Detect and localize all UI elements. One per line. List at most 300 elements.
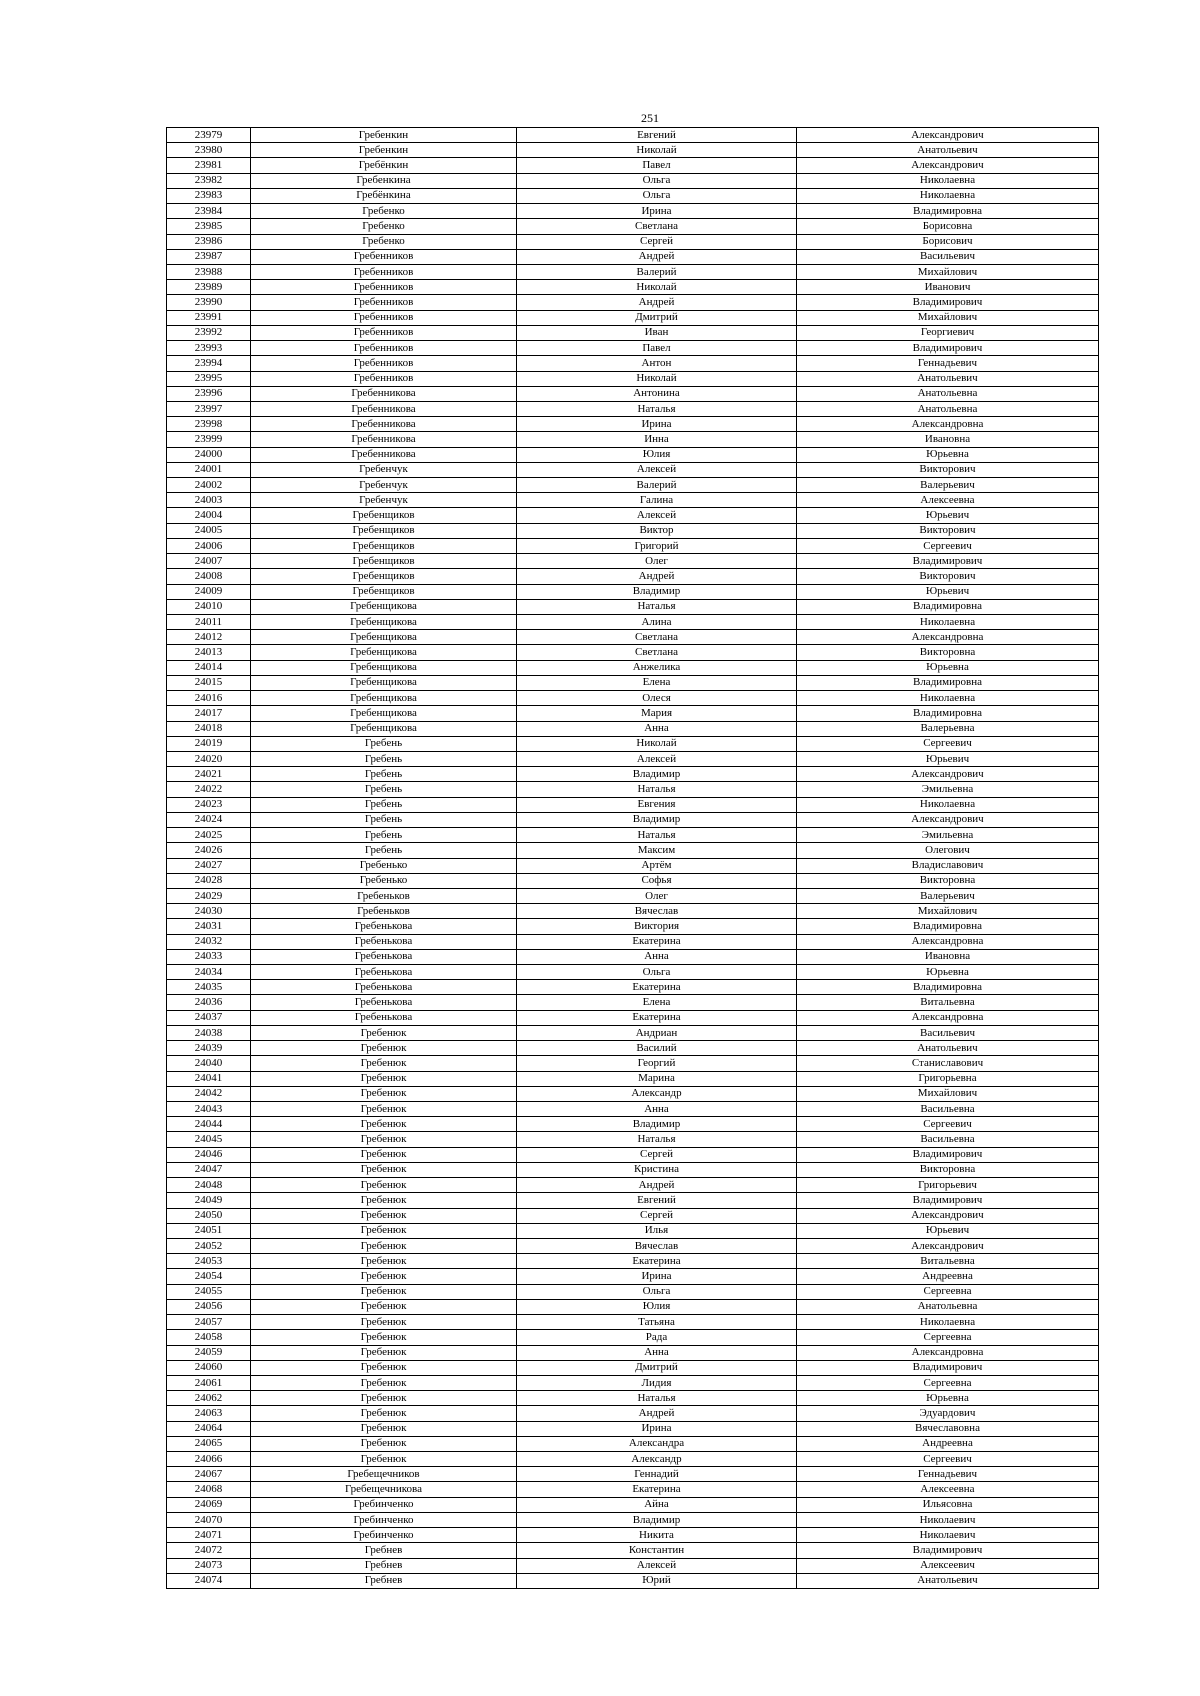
last-name-cell: Гребнев bbox=[251, 1543, 517, 1558]
last-name-cell: Гребенщикова bbox=[251, 691, 517, 706]
last-name-cell: Гребенчук bbox=[251, 462, 517, 477]
table-row bbox=[167, 1467, 1099, 1482]
patronymic-cell: Станиславович bbox=[797, 1056, 1099, 1071]
record-number-cell: 24005 bbox=[167, 523, 251, 538]
patronymic-cell: Александровна bbox=[797, 934, 1099, 949]
first-name-cell: Мария bbox=[517, 706, 797, 721]
patronymic-cell: Владимирович bbox=[797, 295, 1099, 310]
record-number-cell: 24035 bbox=[167, 980, 251, 995]
table-row bbox=[167, 721, 1099, 736]
table-row bbox=[167, 1238, 1099, 1253]
patronymic-cell: Сергеевна bbox=[797, 1375, 1099, 1390]
last-name-cell: Гребенюк bbox=[251, 1178, 517, 1193]
patronymic-cell: Валерьевна bbox=[797, 721, 1099, 736]
first-name-cell: Юрий bbox=[517, 1573, 797, 1588]
first-name-cell: Татьяна bbox=[517, 1315, 797, 1330]
patronymic-cell: Анатольевна bbox=[797, 386, 1099, 401]
patronymic-cell: Владимировна bbox=[797, 706, 1099, 721]
patronymic-cell: Анатольевич bbox=[797, 1573, 1099, 1588]
last-name-cell: Гребенько bbox=[251, 858, 517, 873]
last-name-cell: Гребенников bbox=[251, 371, 517, 386]
last-name-cell: Гребенщикова bbox=[251, 615, 517, 630]
last-name-cell: Гребнев bbox=[251, 1558, 517, 1573]
last-name-cell: Гребенюк bbox=[251, 1254, 517, 1269]
first-name-cell: Екатерина bbox=[517, 980, 797, 995]
first-name-cell: Лидия bbox=[517, 1375, 797, 1390]
record-number-cell: 24059 bbox=[167, 1345, 251, 1360]
first-name-cell: Вячеслав bbox=[517, 1238, 797, 1253]
first-name-cell: Ирина bbox=[517, 204, 797, 219]
table-row bbox=[167, 188, 1099, 203]
patronymic-cell: Юрьевич bbox=[797, 584, 1099, 599]
first-name-cell: Григорий bbox=[517, 538, 797, 553]
record-number-cell: 24007 bbox=[167, 554, 251, 569]
patronymic-cell: Юрьевна bbox=[797, 965, 1099, 980]
first-name-cell: Иван bbox=[517, 325, 797, 340]
last-name-cell: Гребенко bbox=[251, 234, 517, 249]
table-row bbox=[167, 401, 1099, 416]
last-name-cell: Гребенников bbox=[251, 310, 517, 325]
first-name-cell: Марина bbox=[517, 1071, 797, 1086]
patronymic-cell: Геннадьевич bbox=[797, 1467, 1099, 1482]
first-name-cell: Андрей bbox=[517, 249, 797, 264]
table-row bbox=[167, 204, 1099, 219]
last-name-cell: Гребенщикова bbox=[251, 630, 517, 645]
last-name-cell: Гребеньков bbox=[251, 904, 517, 919]
table-row bbox=[167, 1497, 1099, 1512]
patronymic-cell: Сергеевич bbox=[797, 1452, 1099, 1467]
patronymic-cell: Геннадьевич bbox=[797, 356, 1099, 371]
table-row bbox=[167, 1375, 1099, 1390]
record-number-cell: 24065 bbox=[167, 1436, 251, 1451]
patronymic-cell: Александрович bbox=[797, 128, 1099, 143]
table-row bbox=[167, 1528, 1099, 1543]
last-name-cell: Гребенщиков bbox=[251, 508, 517, 523]
first-name-cell: Елена bbox=[517, 675, 797, 690]
record-number-cell: 24074 bbox=[167, 1573, 251, 1588]
first-name-cell: Вячеслав bbox=[517, 904, 797, 919]
table-row bbox=[167, 660, 1099, 675]
record-number-cell: 23993 bbox=[167, 341, 251, 356]
record-number-cell: 23988 bbox=[167, 264, 251, 279]
patronymic-cell: Андреевна bbox=[797, 1269, 1099, 1284]
last-name-cell: Гребень bbox=[251, 782, 517, 797]
table-row bbox=[167, 432, 1099, 447]
patronymic-cell: Владиславович bbox=[797, 858, 1099, 873]
table-row bbox=[167, 1436, 1099, 1451]
patronymic-cell: Владимирович bbox=[797, 1360, 1099, 1375]
first-name-cell: Ольга bbox=[517, 173, 797, 188]
last-name-cell: Гребенькова bbox=[251, 995, 517, 1010]
last-name-cell: Гребенников bbox=[251, 325, 517, 340]
record-number-cell: 24028 bbox=[167, 873, 251, 888]
record-number-cell: 24010 bbox=[167, 599, 251, 614]
record-number-cell: 23989 bbox=[167, 280, 251, 295]
record-number-cell: 24056 bbox=[167, 1299, 251, 1314]
patronymic-cell: Юрьевна bbox=[797, 1391, 1099, 1406]
first-name-cell: Евгения bbox=[517, 797, 797, 812]
table-row bbox=[167, 554, 1099, 569]
first-name-cell: Владимир bbox=[517, 1117, 797, 1132]
last-name-cell: Гребенникова bbox=[251, 386, 517, 401]
last-name-cell: Гребинченко bbox=[251, 1512, 517, 1527]
table-row bbox=[167, 1406, 1099, 1421]
last-name-cell: Гребёнкина bbox=[251, 188, 517, 203]
record-number-cell: 24001 bbox=[167, 462, 251, 477]
record-number-cell: 24064 bbox=[167, 1421, 251, 1436]
record-number-cell: 24000 bbox=[167, 447, 251, 462]
first-name-cell: Анна bbox=[517, 1345, 797, 1360]
table-row bbox=[167, 173, 1099, 188]
table-row bbox=[167, 965, 1099, 980]
last-name-cell: Гребенко bbox=[251, 219, 517, 234]
last-name-cell: Гребенюк bbox=[251, 1193, 517, 1208]
record-number-cell: 24003 bbox=[167, 493, 251, 508]
patronymic-cell: Алексеевна bbox=[797, 1482, 1099, 1497]
table-row bbox=[167, 1117, 1099, 1132]
last-name-cell: Гребенькова bbox=[251, 919, 517, 934]
last-name-cell: Гребенникова bbox=[251, 432, 517, 447]
last-name-cell: Гребенюк bbox=[251, 1086, 517, 1101]
table-row bbox=[167, 797, 1099, 812]
first-name-cell: Николай bbox=[517, 143, 797, 158]
record-number-cell: 24033 bbox=[167, 949, 251, 964]
table-row bbox=[167, 1284, 1099, 1299]
last-name-cell: Гребенюк bbox=[251, 1299, 517, 1314]
record-number-cell: 23981 bbox=[167, 158, 251, 173]
last-name-cell: Гребинченко bbox=[251, 1497, 517, 1512]
patronymic-cell: Владимирович bbox=[797, 1147, 1099, 1162]
patronymic-cell: Николаевич bbox=[797, 1528, 1099, 1543]
patronymic-cell: Викторовна bbox=[797, 645, 1099, 660]
first-name-cell: Валерий bbox=[517, 264, 797, 279]
patronymic-cell: Александровна bbox=[797, 630, 1099, 645]
patronymic-cell: Борисович bbox=[797, 234, 1099, 249]
last-name-cell: Гребень bbox=[251, 751, 517, 766]
last-name-cell: Гребенников bbox=[251, 264, 517, 279]
patronymic-cell: Владимировна bbox=[797, 599, 1099, 614]
record-number-cell: 24049 bbox=[167, 1193, 251, 1208]
patronymic-cell: Алексеевич bbox=[797, 1558, 1099, 1573]
table-row bbox=[167, 949, 1099, 964]
patronymic-cell: Викторович bbox=[797, 569, 1099, 584]
first-name-cell: Дмитрий bbox=[517, 1360, 797, 1375]
first-name-cell: Екатерина bbox=[517, 1482, 797, 1497]
table-row bbox=[167, 219, 1099, 234]
first-name-cell: Анна bbox=[517, 721, 797, 736]
record-number-cell: 24055 bbox=[167, 1284, 251, 1299]
last-name-cell: Гребенюк bbox=[251, 1147, 517, 1162]
table-row bbox=[167, 1041, 1099, 1056]
first-name-cell: Рада bbox=[517, 1330, 797, 1345]
first-name-cell: Ирина bbox=[517, 417, 797, 432]
table-row bbox=[167, 904, 1099, 919]
table-row bbox=[167, 934, 1099, 949]
patronymic-cell: Юрьевич bbox=[797, 508, 1099, 523]
table-row bbox=[167, 1543, 1099, 1558]
record-number-cell: 24044 bbox=[167, 1117, 251, 1132]
patronymic-cell: Валерьевич bbox=[797, 888, 1099, 903]
first-name-cell: Наталья bbox=[517, 401, 797, 416]
record-number-cell: 24021 bbox=[167, 767, 251, 782]
last-name-cell: Гребенщиков bbox=[251, 584, 517, 599]
table-row bbox=[167, 341, 1099, 356]
record-number-cell: 24040 bbox=[167, 1056, 251, 1071]
last-name-cell: Гребенькова bbox=[251, 1010, 517, 1025]
register-table bbox=[166, 127, 1099, 1589]
first-name-cell: Виктория bbox=[517, 919, 797, 934]
first-name-cell: Никита bbox=[517, 1528, 797, 1543]
patronymic-cell: Васильевна bbox=[797, 1102, 1099, 1117]
table-row bbox=[167, 1512, 1099, 1527]
record-number-cell: 23994 bbox=[167, 356, 251, 371]
table-row bbox=[167, 462, 1099, 477]
table-row bbox=[167, 645, 1099, 660]
record-number-cell: 24032 bbox=[167, 934, 251, 949]
table-row bbox=[167, 888, 1099, 903]
last-name-cell: Гребенько bbox=[251, 873, 517, 888]
patronymic-cell: Александрович bbox=[797, 158, 1099, 173]
record-number-cell: 23984 bbox=[167, 204, 251, 219]
record-number-cell: 24012 bbox=[167, 630, 251, 645]
first-name-cell: Сергей bbox=[517, 234, 797, 249]
last-name-cell: Гребень bbox=[251, 812, 517, 827]
table-row bbox=[167, 371, 1099, 386]
table-row bbox=[167, 843, 1099, 858]
first-name-cell: Екатерина bbox=[517, 934, 797, 949]
record-number-cell: 24038 bbox=[167, 1025, 251, 1040]
patronymic-cell: Юрьевич bbox=[797, 1223, 1099, 1238]
patronymic-cell: Николаевна bbox=[797, 615, 1099, 630]
record-number-cell: 24068 bbox=[167, 1482, 251, 1497]
last-name-cell: Гребень bbox=[251, 797, 517, 812]
first-name-cell: Анжелика bbox=[517, 660, 797, 675]
table-row bbox=[167, 417, 1099, 432]
record-number-cell: 23996 bbox=[167, 386, 251, 401]
record-number-cell: 24013 bbox=[167, 645, 251, 660]
table-row bbox=[167, 1025, 1099, 1040]
last-name-cell: Гребень bbox=[251, 736, 517, 751]
table-row bbox=[167, 599, 1099, 614]
table-row bbox=[167, 325, 1099, 340]
first-name-cell: Владимир bbox=[517, 812, 797, 827]
patronymic-cell: Николаевна bbox=[797, 188, 1099, 203]
first-name-cell: Александр bbox=[517, 1086, 797, 1101]
last-name-cell: Гребенников bbox=[251, 295, 517, 310]
first-name-cell: Анна bbox=[517, 949, 797, 964]
patronymic-cell: Николаевна bbox=[797, 1315, 1099, 1330]
last-name-cell: Гребенюк bbox=[251, 1375, 517, 1390]
first-name-cell: Наталья bbox=[517, 599, 797, 614]
first-name-cell: Инна bbox=[517, 432, 797, 447]
table-row bbox=[167, 584, 1099, 599]
record-number-cell: 24018 bbox=[167, 721, 251, 736]
record-number-cell: 24004 bbox=[167, 508, 251, 523]
patronymic-cell: Николаевна bbox=[797, 797, 1099, 812]
first-name-cell: Кристина bbox=[517, 1162, 797, 1177]
table-row bbox=[167, 386, 1099, 401]
patronymic-cell: Сергеевна bbox=[797, 1330, 1099, 1345]
record-number-cell: 24030 bbox=[167, 904, 251, 919]
first-name-cell: Айна bbox=[517, 1497, 797, 1512]
record-number-cell: 24034 bbox=[167, 965, 251, 980]
patronymic-cell: Владимирович bbox=[797, 554, 1099, 569]
first-name-cell: Владимир bbox=[517, 584, 797, 599]
record-number-cell: 24054 bbox=[167, 1269, 251, 1284]
record-number-cell: 24048 bbox=[167, 1178, 251, 1193]
last-name-cell: Гребенщиков bbox=[251, 538, 517, 553]
last-name-cell: Гребенькова bbox=[251, 949, 517, 964]
last-name-cell: Гребенюк bbox=[251, 1269, 517, 1284]
record-number-cell: 24042 bbox=[167, 1086, 251, 1101]
patronymic-cell: Сергеевич bbox=[797, 1117, 1099, 1132]
record-number-cell: 24047 bbox=[167, 1162, 251, 1177]
record-number-cell: 23982 bbox=[167, 173, 251, 188]
table-row bbox=[167, 1132, 1099, 1147]
first-name-cell: Владимир bbox=[517, 767, 797, 782]
first-name-cell: Наталья bbox=[517, 782, 797, 797]
last-name-cell: Гребенщикова bbox=[251, 675, 517, 690]
table-row bbox=[167, 508, 1099, 523]
first-name-cell: Евгений bbox=[517, 128, 797, 143]
last-name-cell: Гребенчук bbox=[251, 478, 517, 493]
table-row bbox=[167, 143, 1099, 158]
patronymic-cell: Васильевна bbox=[797, 1132, 1099, 1147]
record-number-cell: 24050 bbox=[167, 1208, 251, 1223]
patronymic-cell: Васильевич bbox=[797, 1025, 1099, 1040]
table-row bbox=[167, 234, 1099, 249]
last-name-cell: Гребень bbox=[251, 767, 517, 782]
record-number-cell: 24016 bbox=[167, 691, 251, 706]
first-name-cell: Алина bbox=[517, 615, 797, 630]
last-name-cell: Гребенникова bbox=[251, 401, 517, 416]
table-row bbox=[167, 1162, 1099, 1177]
patronymic-cell: Николаевна bbox=[797, 173, 1099, 188]
table-row bbox=[167, 1299, 1099, 1314]
record-number-cell: 23998 bbox=[167, 417, 251, 432]
table-row bbox=[167, 736, 1099, 751]
patronymic-cell: Юрьевна bbox=[797, 660, 1099, 675]
last-name-cell: Гребнев bbox=[251, 1573, 517, 1588]
patronymic-cell: Андреевна bbox=[797, 1436, 1099, 1451]
last-name-cell: Гребенюк bbox=[251, 1025, 517, 1040]
first-name-cell: Андрей bbox=[517, 569, 797, 584]
first-name-cell: Светлана bbox=[517, 645, 797, 660]
record-number-cell: 24061 bbox=[167, 1375, 251, 1390]
first-name-cell: Константин bbox=[517, 1543, 797, 1558]
first-name-cell: Алексей bbox=[517, 508, 797, 523]
first-name-cell: Андрей bbox=[517, 1406, 797, 1421]
first-name-cell: Виктор bbox=[517, 523, 797, 538]
patronymic-cell: Александрович bbox=[797, 767, 1099, 782]
table-row bbox=[167, 1315, 1099, 1330]
last-name-cell: Гребенюк bbox=[251, 1223, 517, 1238]
last-name-cell: Гребень bbox=[251, 828, 517, 843]
last-name-cell: Гребенюк bbox=[251, 1132, 517, 1147]
first-name-cell: Дмитрий bbox=[517, 310, 797, 325]
last-name-cell: Гребенщикова bbox=[251, 721, 517, 736]
last-name-cell: Гребенко bbox=[251, 204, 517, 219]
patronymic-cell: Михайлович bbox=[797, 904, 1099, 919]
table-row bbox=[167, 873, 1099, 888]
record-number-cell: 24026 bbox=[167, 843, 251, 858]
patronymic-cell: Георгиевич bbox=[797, 325, 1099, 340]
table-row bbox=[167, 1147, 1099, 1162]
patronymic-cell: Владимировна bbox=[797, 204, 1099, 219]
last-name-cell: Гребенюк bbox=[251, 1238, 517, 1253]
patronymic-cell: Александрович bbox=[797, 812, 1099, 827]
table-row bbox=[167, 1071, 1099, 1086]
record-number-cell: 24052 bbox=[167, 1238, 251, 1253]
patronymic-cell: Александрович bbox=[797, 1208, 1099, 1223]
patronymic-cell: Викторовна bbox=[797, 1162, 1099, 1177]
first-name-cell: Сергей bbox=[517, 1208, 797, 1223]
patronymic-cell: Сергеевич bbox=[797, 538, 1099, 553]
record-number-cell: 24053 bbox=[167, 1254, 251, 1269]
first-name-cell: Анна bbox=[517, 1102, 797, 1117]
table-row bbox=[167, 249, 1099, 264]
last-name-cell: Гребенщиков bbox=[251, 569, 517, 584]
table-row bbox=[167, 1010, 1099, 1025]
last-name-cell: Гребенщиков bbox=[251, 523, 517, 538]
first-name-cell: Екатерина bbox=[517, 1254, 797, 1269]
first-name-cell: Ольга bbox=[517, 1284, 797, 1299]
record-number-cell: 24041 bbox=[167, 1071, 251, 1086]
patronymic-cell: Владимирович bbox=[797, 1543, 1099, 1558]
first-name-cell: Сергей bbox=[517, 1147, 797, 1162]
first-name-cell: Максим bbox=[517, 843, 797, 858]
patronymic-cell: Анатольевич bbox=[797, 1041, 1099, 1056]
record-number-cell: 24015 bbox=[167, 675, 251, 690]
record-number-cell: 24070 bbox=[167, 1512, 251, 1527]
first-name-cell: Светлана bbox=[517, 630, 797, 645]
record-number-cell: 23999 bbox=[167, 432, 251, 447]
record-number-cell: 24062 bbox=[167, 1391, 251, 1406]
record-number-cell: 24051 bbox=[167, 1223, 251, 1238]
table-row bbox=[167, 447, 1099, 462]
patronymic-cell: Николаевич bbox=[797, 1512, 1099, 1527]
record-number-cell: 24027 bbox=[167, 858, 251, 873]
first-name-cell: Андрей bbox=[517, 295, 797, 310]
patronymic-cell: Эмильевна bbox=[797, 782, 1099, 797]
table-row bbox=[167, 264, 1099, 279]
record-number-cell: 23985 bbox=[167, 219, 251, 234]
patronymic-cell: Эмильевна bbox=[797, 828, 1099, 843]
last-name-cell: Гребенюк bbox=[251, 1162, 517, 1177]
patronymic-cell: Александровна bbox=[797, 1345, 1099, 1360]
record-number-cell: 24066 bbox=[167, 1452, 251, 1467]
page-number: 251 bbox=[641, 111, 659, 125]
record-number-cell: 23992 bbox=[167, 325, 251, 340]
table-row bbox=[167, 1360, 1099, 1375]
table-row bbox=[167, 493, 1099, 508]
patronymic-cell: Иванович bbox=[797, 280, 1099, 295]
last-name-cell: Гребенюк bbox=[251, 1330, 517, 1345]
table-row bbox=[167, 1421, 1099, 1436]
record-number-cell: 23979 bbox=[167, 128, 251, 143]
table-row bbox=[167, 295, 1099, 310]
record-number-cell: 23980 bbox=[167, 143, 251, 158]
first-name-cell: Ирина bbox=[517, 1269, 797, 1284]
record-number-cell: 24014 bbox=[167, 660, 251, 675]
last-name-cell: Гребенкина bbox=[251, 173, 517, 188]
last-name-cell: Гребенникова bbox=[251, 417, 517, 432]
table-row bbox=[167, 1254, 1099, 1269]
record-number-cell: 24073 bbox=[167, 1558, 251, 1573]
record-number-cell: 23995 bbox=[167, 371, 251, 386]
last-name-cell: Гребенюк bbox=[251, 1345, 517, 1360]
table-row bbox=[167, 1208, 1099, 1223]
